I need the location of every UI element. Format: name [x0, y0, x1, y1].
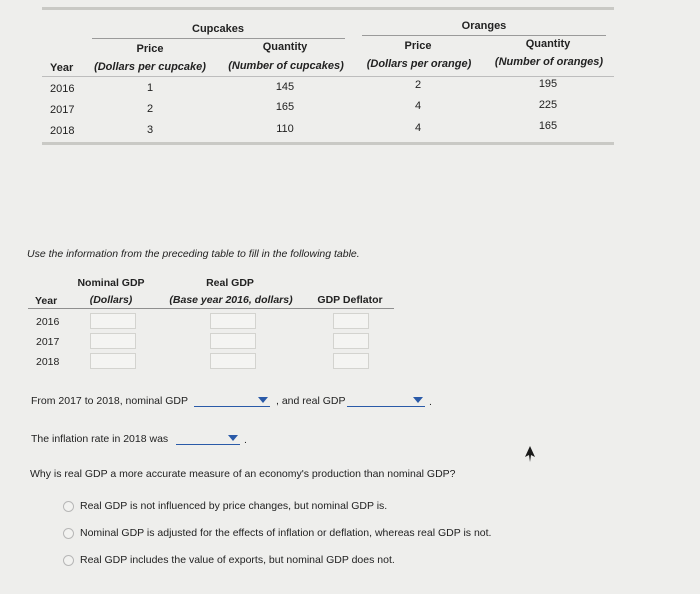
row-year: 2016 — [50, 83, 75, 95]
cupcakes-group-rule — [92, 38, 345, 39]
cell-cup-price: 2 — [146, 103, 154, 115]
nominal-gdp-change-dropdown[interactable] — [194, 394, 270, 407]
cell-or-qty: 165 — [538, 120, 558, 132]
q1-prefix: From 2017 to 2018, nominal GDP — [31, 395, 188, 407]
cell-cup-qty: 165 — [275, 101, 295, 113]
q2-suffix: . — [244, 434, 247, 446]
real-gdp-change-dropdown[interactable] — [347, 394, 425, 407]
nominal-gdp-2018-input[interactable] — [90, 353, 136, 369]
table2-header-rule — [28, 308, 394, 309]
cell-cup-price: 3 — [146, 124, 154, 136]
oranges-group-header: Oranges — [461, 20, 507, 32]
chevron-down-icon — [228, 435, 238, 441]
cell-or-qty: 195 — [538, 78, 558, 90]
q3-question: Why is real GDP a more accurate measure of an economy's production than nominal GDP? — [30, 468, 456, 480]
cell-or-price: 4 — [414, 122, 422, 134]
table2-year: 2016 — [36, 316, 60, 328]
cupcake-price-header: Price — [136, 43, 164, 55]
orange-qty-unit: (Number of oranges) — [494, 56, 604, 68]
cupcake-qty-header: Quantity — [262, 41, 308, 53]
year-header: Year — [50, 62, 74, 74]
table2-year: 2017 — [36, 336, 60, 348]
option-2-radio[interactable] — [63, 528, 74, 539]
orange-price-header: Price — [404, 40, 432, 52]
nominal-gdp-header: Nominal GDP — [77, 277, 145, 289]
option-2-label[interactable]: Nominal GDP is adjusted for the effects of inflation or deflation, whereas real GDP is not. — [80, 527, 492, 539]
cupcakes-group-header: Cupcakes — [192, 23, 244, 35]
row-year: 2017 — [50, 104, 75, 116]
cell-or-qty: 225 — [538, 99, 558, 111]
cursor-icon — [523, 445, 537, 463]
q1-suffix: . — [429, 396, 432, 408]
cell-or-price: 4 — [414, 100, 422, 112]
real-gdp-2018-input[interactable] — [210, 353, 256, 369]
year-header: Year — [35, 295, 58, 307]
real-gdp-2017-input[interactable] — [210, 333, 256, 349]
cell-cup-qty: 110 — [276, 123, 294, 135]
table1-header-rule — [42, 76, 614, 77]
q1-middle: , and real GDP — [276, 395, 346, 407]
cell-or-price: 2 — [414, 79, 422, 91]
instruction-text: Use the information from the preceding table to fill in the following table. — [27, 248, 360, 260]
cursor-shape — [525, 446, 535, 462]
cupcake-price-unit: (Dollars per cupcake) — [94, 61, 206, 73]
cell-cup-qty: 145 — [275, 81, 295, 93]
option-1-label[interactable]: Real GDP is not influenced by price changes, but nominal GDP is. — [80, 500, 388, 512]
real-gdp-unit: (Base year 2016, dollars) — [169, 294, 293, 306]
real-gdp-header: Real GDP — [206, 277, 254, 289]
orange-qty-header: Quantity — [525, 38, 571, 50]
table2-year: 2018 — [36, 356, 60, 368]
gdp-deflator-2018-input[interactable] — [333, 353, 369, 369]
q2-prefix: The inflation rate in 2018 was — [31, 433, 169, 445]
gdp-deflator-2016-input[interactable] — [333, 313, 369, 329]
chevron-down-icon — [258, 397, 268, 403]
gdp-deflator-header: GDP Deflator — [317, 294, 383, 306]
nominal-gdp-2016-input[interactable] — [90, 313, 136, 329]
chevron-down-icon — [413, 397, 423, 403]
cupcake-qty-unit: (Number of cupcakes) — [228, 60, 344, 72]
oranges-group-rule — [362, 35, 606, 36]
option-3-radio[interactable] — [63, 555, 74, 566]
option-3-label[interactable]: Real GDP includes the value of exports, but nominal GDP does not. — [80, 554, 395, 566]
row-year: 2018 — [50, 125, 75, 137]
cell-cup-price: 1 — [146, 82, 154, 94]
nominal-gdp-unit: (Dollars) — [89, 294, 133, 306]
inflation-rate-dropdown[interactable] — [176, 432, 240, 445]
option-1-radio[interactable] — [63, 501, 74, 512]
real-gdp-2016-input[interactable] — [210, 313, 256, 329]
nominal-gdp-2017-input[interactable] — [90, 333, 136, 349]
orange-price-unit: (Dollars per orange) — [366, 58, 472, 70]
table1-bottom-border — [42, 142, 614, 145]
gdp-deflator-2017-input[interactable] — [333, 333, 369, 349]
table1-top-border — [42, 7, 614, 10]
